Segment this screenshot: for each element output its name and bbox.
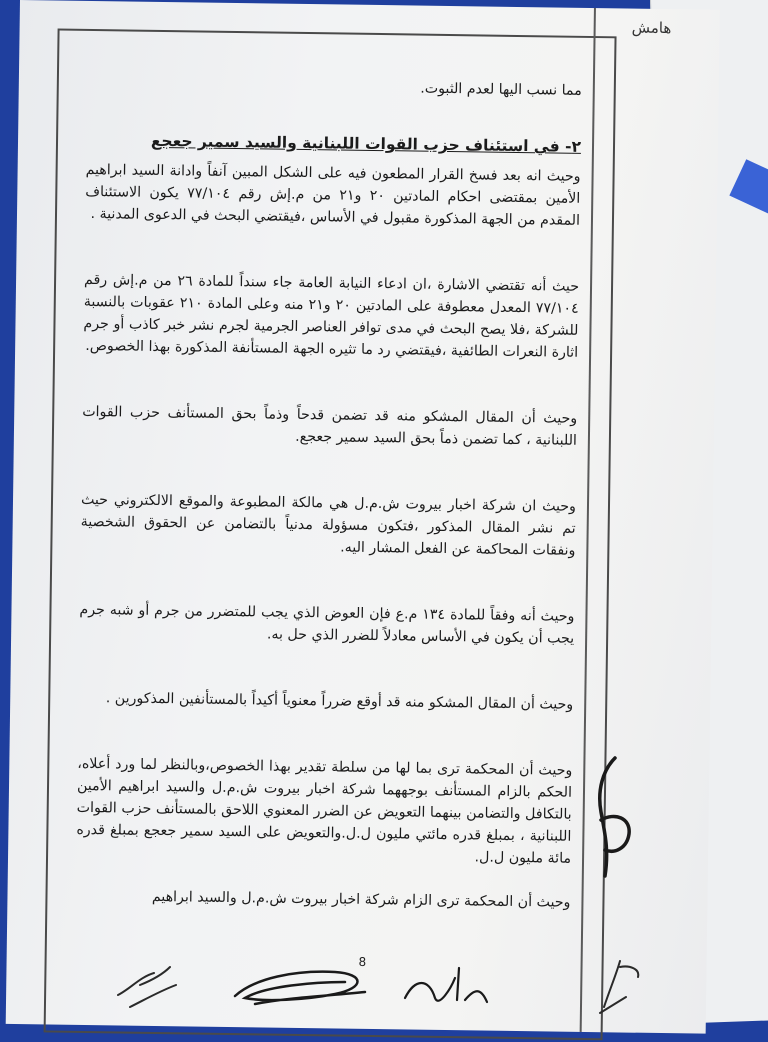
paragraph-2: حيث أنه تقتضي الاشارة ،ان ادعاء النيابة العامة جاء سنداً للمادة ٢٦ من م.إش رقم ٧٧/١٠٤ المعدل معطوفة على المادتين ٢٠ و٢١ منه وعلى المادة ٢١٠ عقوبات بالنسبة للشركة ،فلا يصح البحث في مدى توافر العناصر الجرمية لجرم نشر خبر كاذب أو جرم اثارة النعرات الطائفية ،فيقتضي رد ما تثيره الجهة المستأنفة المذكورة بهذا الخصوص. bbox=[83, 271, 580, 361]
margin-label: هامش bbox=[631, 18, 672, 38]
paragraph-4: وحيث ان شركة اخبار بيروت ش.م.ل هي مالكة المطبوعة والموقع الالكتروني حيث تم نشر المقال المذكور ،فتكون مسؤولة مدنياً بالتضامن عن الحقوق الشخصية ونفقات المحاكمة عن الفعل المشار اليه. bbox=[80, 491, 577, 559]
signature-center bbox=[225, 958, 375, 1018]
paragraph-1: وحيث انه بعد فسخ القرار المطعون فيه على الشكل المبين آنفاً وادانة السيد ابراهيم الأمين بمقتضى احكام المادتين ٢٠ و٢١ من م.إش رقم ٧٧/١٠٤ يكون الاستئناف المقدم من الجهة المذكورة مقبول في الأساس ،فيقتضي البحث في الدعوى المدنية . bbox=[85, 161, 581, 229]
document-body bbox=[75, 73, 582, 914]
section-heading: ٢- في استئناف حزب القوات اللبنانية والسيد سمير جعجع bbox=[150, 131, 582, 156]
paragraph-6: وحيث أن المقال المشكو منه قد أوقع ضرراً معنوياً أكيداً بالمستأنفين المذكورين . bbox=[105, 690, 574, 713]
paragraph-8: وحيث أن المحكمة ترى الزام شركة اخبار بيروت ش.م.ل والسيد ابراهيم bbox=[151, 888, 571, 911]
page-number: 8 bbox=[358, 954, 367, 969]
signature-center-right bbox=[395, 958, 495, 1018]
paragraph-5: وحيث أنه وفقاً للمادة ١٣٤ م.ع فإن العوض الذي يجب للمتضرر من جرم أو شبه جرم يجب أن يكون في الأساس معادلاً للضرر الذي حل به. bbox=[79, 601, 575, 647]
paragraph-0: مما نسب اليها لعدم الثبوت. bbox=[420, 80, 582, 99]
signature-left bbox=[110, 955, 190, 1015]
margin-initial-signature bbox=[575, 750, 645, 890]
paragraph-3: وحيث أن المقال المشكو منه قد تضمن قدحاً وذماً بحق المستأنف حزب القوات اللبنانية ، كما تضمن ذماً بحق السيد سمير جعجع. bbox=[82, 403, 578, 449]
signature-right bbox=[590, 955, 650, 1020]
paragraph-7: وحيث أن المحكمة ترى بما لها من سلطة تقدير بهذا الخصوص،وبالنظر لما ورد أعلاه، الحكم بالزام المستأنف بوجههما شركة اخبار بيروت ش.م.ل والسيد ابراهيم الأمين بالتكافل والتضامن بينهما التعويض عن الضرر المعنوي اللاحق بالمستأنف حزب القوات اللبنانية ، بمبلغ قدره مائتي مليون ل.ل.والتعويض على السيد سمير جعجع بمبلغ قدره مائة مليون ل.ل. bbox=[76, 755, 573, 867]
